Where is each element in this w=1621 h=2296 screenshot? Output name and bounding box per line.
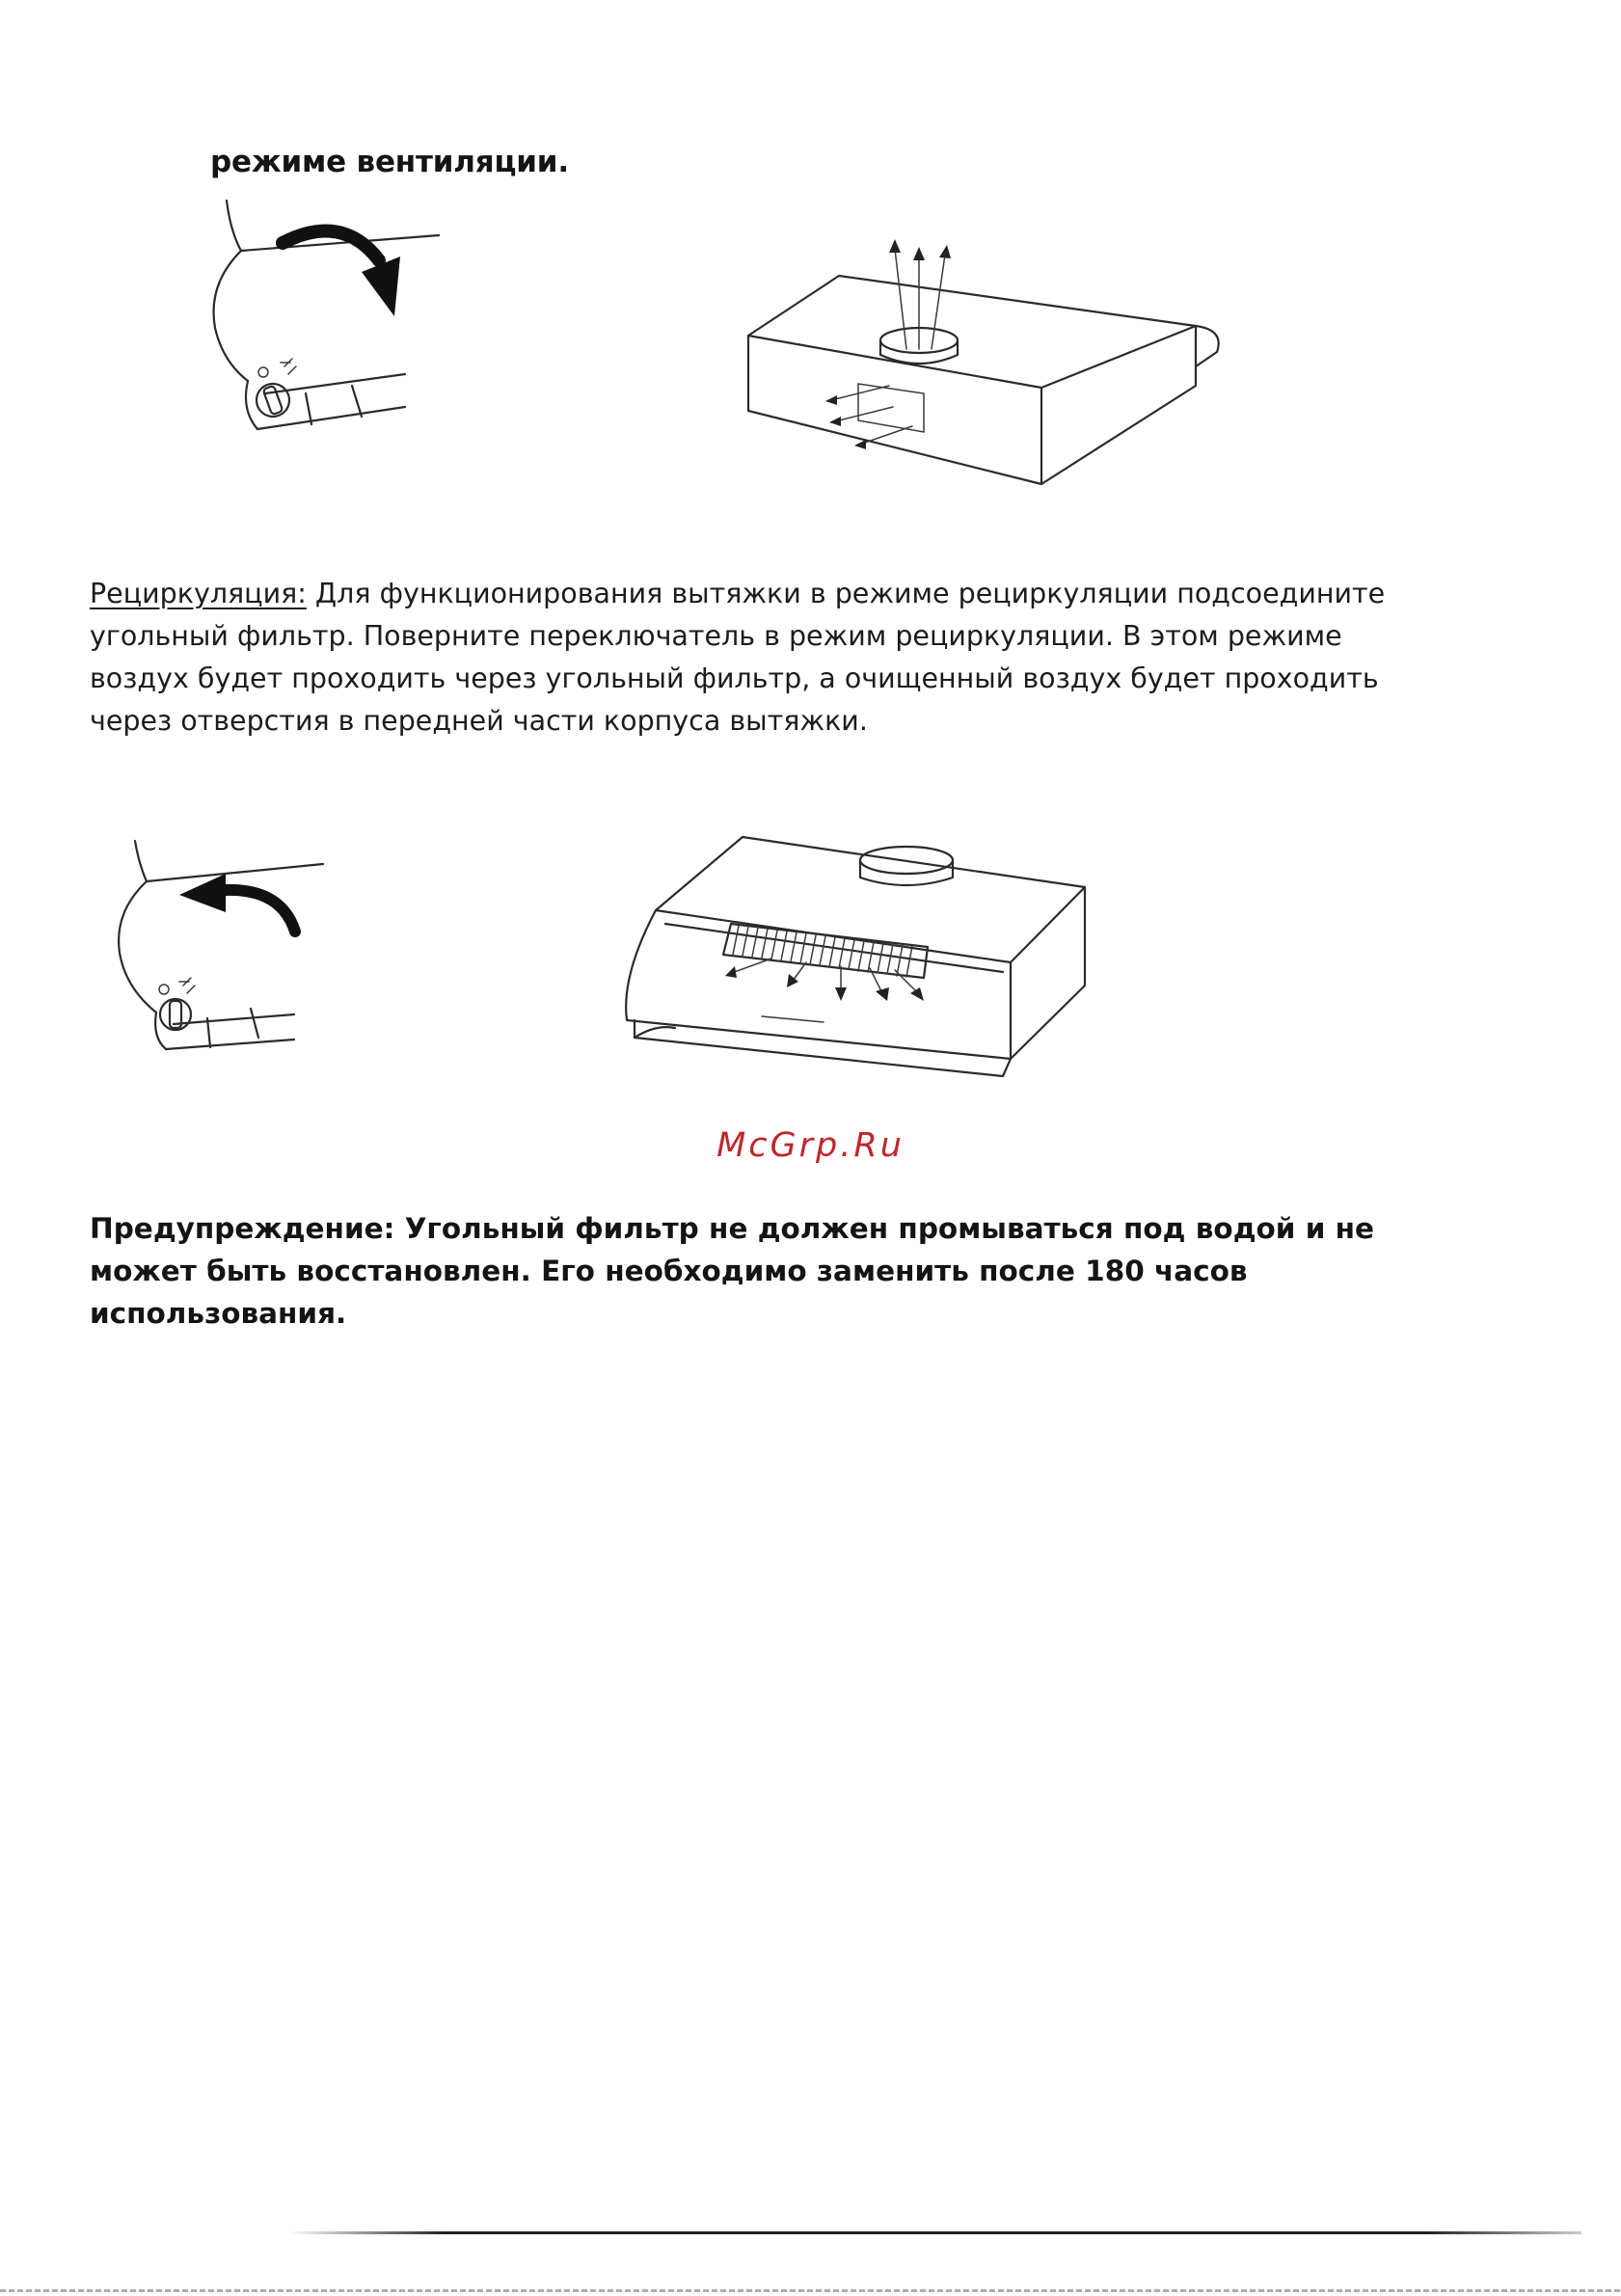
recirculation-paragraph xyxy=(90,573,1440,743)
switch-knob-icon xyxy=(198,193,487,453)
warning-paragraph: Предупреждение: Угольный фильтр не должен промываться под водой и не может быть восстановлен. Его необходимо заменить после 180 часов использования. xyxy=(90,1212,1375,1330)
watermark: McGrp.Ru xyxy=(716,1126,905,1165)
range-hood-exhaust-icon xyxy=(743,231,1244,492)
switch-knob-icon xyxy=(106,835,357,1076)
footer-divider xyxy=(289,2231,1581,2234)
recirculation-term: Рециркуляция: xyxy=(90,578,307,609)
recirculation-text: Для функционирования вытяжки в режиме рециркуляции подсоедините угольный фильтр. Поверните переключатель в режим рециркуляции. В этом режиме воздух будет проходить через угольный фильтр, а очищенный воздух будет проходить через отверстия в передней части корпуса вытяжки. xyxy=(90,578,1386,737)
range-hood-recirculation-icon xyxy=(617,831,1099,1082)
section-caption: режиме вентиляции. xyxy=(210,145,569,179)
page-edge xyxy=(0,2289,1621,2292)
